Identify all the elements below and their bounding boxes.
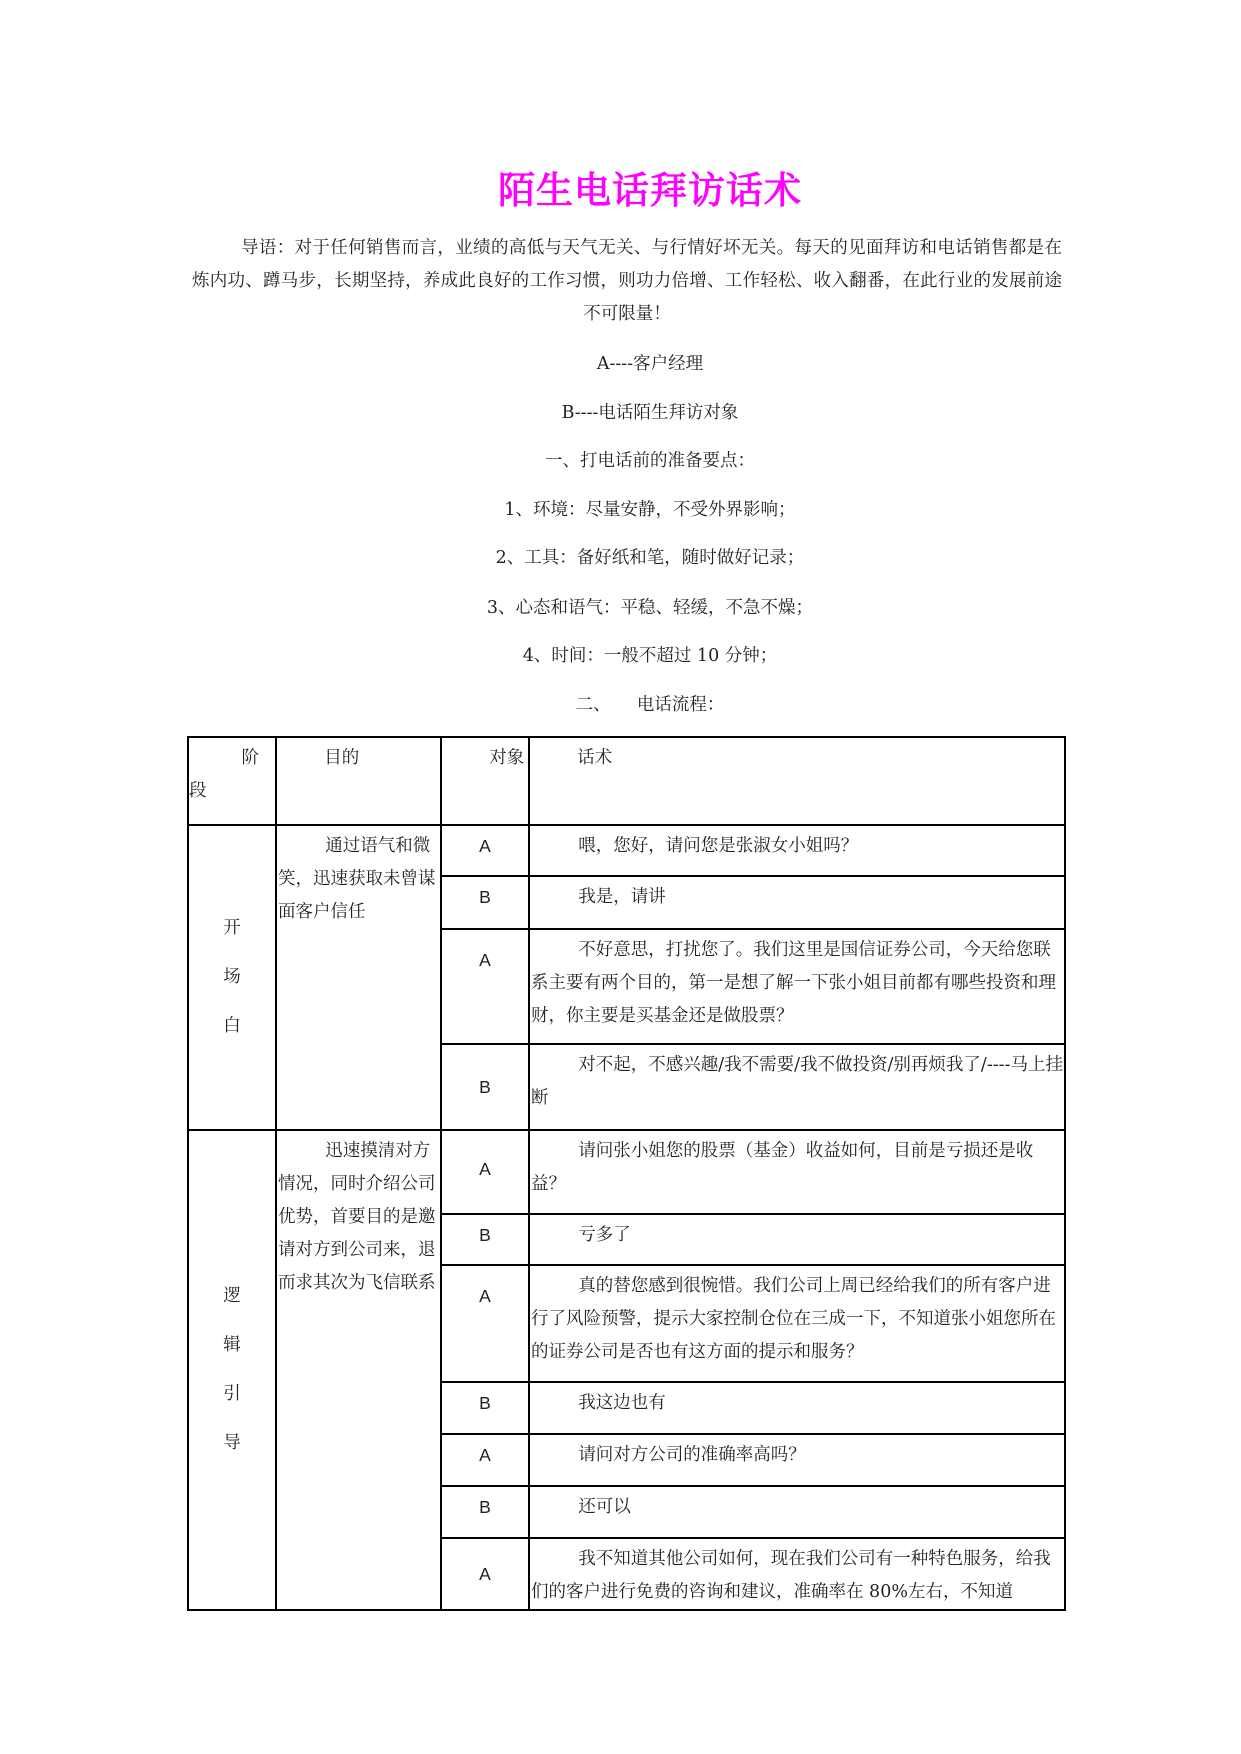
script-cell: 请问张小姐您的股票（基金）收益如何，目前是亏损还是收益？ <box>529 1130 1065 1214</box>
header-stage: 阶段 <box>188 737 276 825</box>
speaker-cell: A <box>441 1130 529 1214</box>
script-cell: 真的替您感到很惋惜。我们公司上周已经给我们的所有客户进行了风险预警，提示大家控制仓位在三成一下，不知道张小姐您所在的证券公司是否也有这方面的提示和服务？ <box>529 1265 1065 1382</box>
script-cell: 我这边也有 <box>529 1382 1065 1434</box>
prep-item: 2、工具：备好纸和笔，随时做好记录； <box>495 548 805 568</box>
script-cell: 亏多了 <box>529 1214 1065 1265</box>
header-purpose: 目的 <box>276 737 441 825</box>
script-cell: 我不知道其他公司如何，现在我们公司有一种特色服务，给我们的客户进行免费的咨询和建议，准确率在 80%左右，不知道 <box>529 1538 1065 1610</box>
speaker-cell: B <box>441 1486 529 1538</box>
stage-cell: 开 场 白 <box>188 825 276 1130</box>
script-cell: 请问对方公司的准确率高吗？ <box>529 1434 1065 1486</box>
role-b: B----电话陌生拜访对象 <box>561 403 739 423</box>
section-heading-2: 二、 电话流程： <box>575 695 725 715</box>
document-title: 陌生电话拜访话术 <box>498 169 802 212</box>
intro-paragraph: 导语：对于任何销售而言，业绩的高低与天气无关、与行情好坏无关。每天的见面拜访和电话销售都是在炼内功、蹲马步，长期坚持，养成此良好的工作习惯，则功力倍增、工作轻松、收入翻番，在此行业的发展前途不可限量！ <box>192 238 1062 324</box>
speaker-cell: B <box>441 1382 529 1434</box>
table-row <box>188 825 1065 876</box>
script-cell: 我是，请讲 <box>529 876 1065 929</box>
speaker-cell: A <box>441 1434 529 1486</box>
speaker-cell: A <box>441 825 529 876</box>
speaker-cell: B <box>441 876 529 929</box>
purpose-cell: 迅速摸清对方情况，同时介绍公司优势，首要目的是邀请对方到公司来，退而求其次为飞信联系 <box>276 1130 441 1610</box>
purpose-cell: 通过语气和微笑，迅速获取未曾谋面客户信任 <box>276 825 441 1130</box>
header-script: 话术 <box>529 737 1065 825</box>
script-cell: 还可以 <box>529 1486 1065 1538</box>
stage-cell: 逻 辑 引 导 <box>188 1130 276 1610</box>
call-flow-table <box>187 736 1066 1611</box>
prep-item: 4、时间：一般不超过 10 分钟； <box>522 646 778 666</box>
speaker-cell: A <box>441 929 529 1044</box>
script-cell: 不好意思，打扰您了。我们这里是国信证券公司，今天给您联系主要有两个目的，第一是想了解一下张小姐目前都有哪些投资和理财，你主要是买基金还是做股票？ <box>529 929 1065 1044</box>
prep-item: 3、心态和语气：平稳、轻缓，不急不燥； <box>486 598 814 618</box>
speaker-cell: B <box>441 1044 529 1130</box>
table-header-row <box>188 737 1065 825</box>
script-cell: 对不起，不感兴趣/我不需要/我不做投资/别再烦我了/----马上挂断 <box>529 1044 1065 1130</box>
speaker-cell: B <box>441 1214 529 1265</box>
prep-item: 1、环境：尽量安静，不受外界影响； <box>504 500 796 520</box>
table-row <box>188 1130 1065 1214</box>
script-cell: 喂，您好，请问您是张淑女小姐吗？ <box>529 825 1065 876</box>
header-speaker: 对象 <box>441 737 529 825</box>
speaker-cell: A <box>441 1265 529 1382</box>
speaker-cell: A <box>441 1538 529 1610</box>
section-heading-1: 一、打电话前的准备要点： <box>545 451 755 471</box>
role-a: A----客户经理 <box>596 354 704 374</box>
